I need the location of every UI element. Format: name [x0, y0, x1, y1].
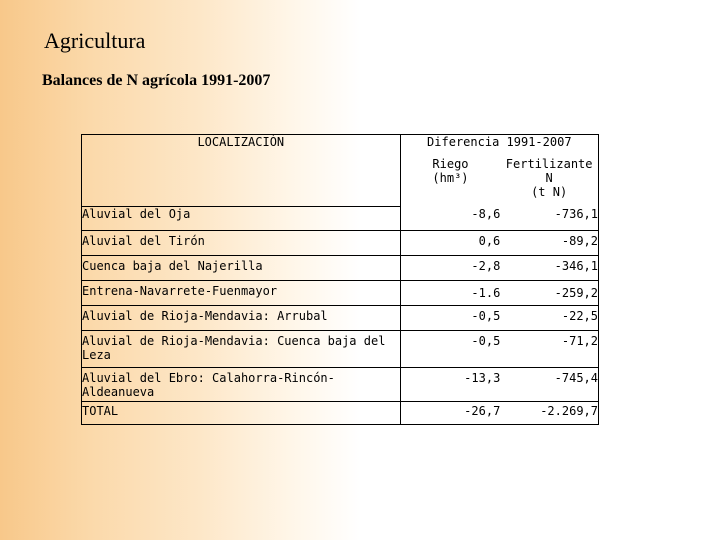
row-riego: 0,6	[400, 231, 500, 256]
row-riego: -26,7	[400, 402, 500, 425]
row-riego: -1.6	[400, 281, 500, 306]
table-row	[82, 231, 599, 256]
row-fert: -89,2	[500, 231, 598, 256]
page-title: Agricultura	[44, 28, 146, 53]
row-location: Cuenca baja del Najerilla	[82, 256, 401, 281]
table-row	[82, 281, 599, 306]
row-riego: -0,5	[400, 306, 500, 331]
header-fert-line1: Fertilizante	[505, 156, 593, 171]
row-riego: -13,3	[400, 368, 500, 402]
row-location: Aluvial de Rioja-Mendavia: Cuenca baja del Leza	[82, 331, 401, 368]
row-fert: -2.269,7	[500, 402, 598, 425]
header-riego	[400, 157, 500, 207]
nitrogen-balance-table	[81, 134, 599, 425]
header-location: LOCALIZACIÓN	[82, 135, 401, 207]
row-location: Entrena-Navarrete-Fuenmayor	[82, 281, 401, 306]
table-row	[82, 207, 599, 231]
table-row	[82, 256, 599, 281]
header-fert-line2: N	[545, 170, 553, 185]
row-riego: -0,5	[400, 331, 500, 368]
table-row	[82, 306, 599, 331]
header-fert-line3: (t N)	[531, 184, 568, 199]
row-fert: -22,5	[500, 306, 598, 331]
row-location: TOTAL	[82, 402, 401, 425]
table-row	[82, 331, 599, 368]
header-fertilizante	[500, 157, 598, 207]
row-location: Aluvial del Tirón	[82, 231, 401, 256]
row-fert: -259,2	[500, 281, 598, 306]
row-fert: -745,4	[500, 368, 598, 402]
row-fert: -71,2	[500, 331, 598, 368]
table-row	[82, 368, 599, 402]
row-location: Aluvial del Ebro: Calahorra-Rincón-Aldeanueva	[82, 368, 401, 402]
table-row-total	[82, 402, 599, 425]
page-subtitle: Balances de N agrícola 1991-2007	[42, 72, 271, 89]
row-riego: -2,8	[400, 256, 500, 281]
row-riego: -8,6	[400, 207, 500, 231]
row-location: Aluvial de Rioja-Mendavia: Arrubal	[82, 306, 401, 331]
row-location: Aluvial del Oja	[82, 207, 401, 231]
row-fert: -346,1	[500, 256, 598, 281]
row-fert: -736,1	[554, 206, 598, 221]
header-difference: Diferencia 1991-2007	[400, 135, 598, 157]
header-riego-label: Riego (hm³)	[432, 156, 469, 185]
